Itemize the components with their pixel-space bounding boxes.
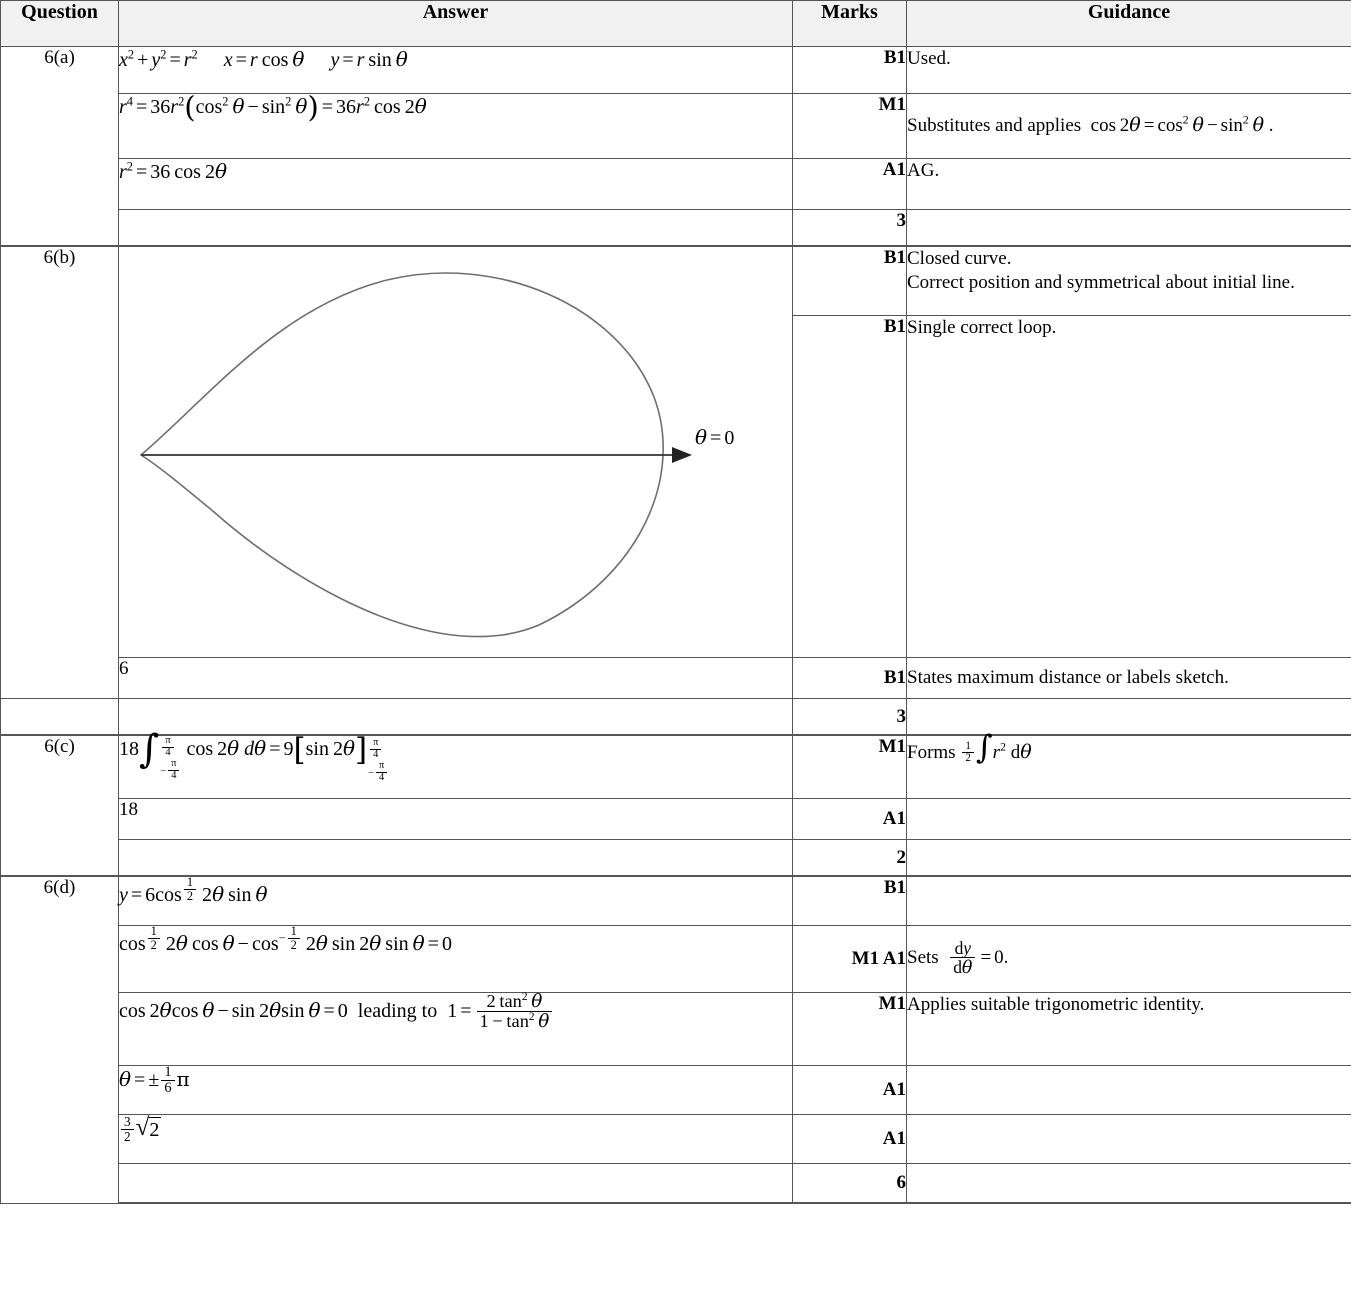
table-row-6d-total — [1, 1164, 1351, 1204]
guidance-6a-2: Substitutes and applies $\cos 2\theta = \cos^2 \theta - \sin^2 \theta$ . — [907, 94, 1351, 159]
marks-6d-2: M1 A1 — [793, 926, 907, 993]
table-header-row — [1, 1, 1351, 47]
marks-6a-1: B1 — [793, 47, 907, 94]
answer-6a-polar-definitions: $x^2 + y^2 = r^2$ x = r cos θ y = r sin θ — [119, 47, 793, 94]
guidance-6a-3: AG. — [907, 159, 1351, 210]
answer-6d-identity: cos 2θcos θ − sin 2θsin θ = 0 leading to 1 = $\frac{2 \tan^2 \theta}{1 - \tan^2 \theta}$ — [119, 993, 793, 1066]
answer-6a-result: $r^2 = 36$ cos 2θ — [119, 159, 793, 210]
table-row-6a-3 — [1, 159, 1351, 210]
answer-6d-y-expression: y = 6cos $^{\frac{1}{2}}$ 2θ sin θ — [119, 876, 793, 926]
answer-6d-theta-values: θ = ± $\frac{1}{6}$ π — [119, 1066, 793, 1115]
marks-6b-3: B1 — [793, 658, 907, 699]
guidance-6c-1: Forms $\frac{1}{2}$ $\int r^2$ dθ — [907, 735, 1351, 799]
marks-6a-total: 3 — [793, 210, 907, 247]
guidance-6d-3: Applies suitable trigonometric identity. — [907, 993, 1351, 1066]
guidance-6a-total — [907, 210, 1351, 247]
question-label-6c: 6(c) — [1, 735, 119, 876]
answer-6a-substitution: $r^4 = 36r^2(\cos^2$ $\theta - \sin^2 \theta) = 36r^2$ cos 2θ — [119, 94, 793, 159]
table-row-6c-total — [1, 840, 1351, 877]
guidance-6b-1 — [907, 246, 1351, 316]
guidance-6c-2 — [907, 799, 1351, 840]
marks-6b-1: B1 — [793, 246, 907, 316]
marks-6d-total: 6 — [793, 1164, 907, 1204]
guidance-6a-1: Used. — [907, 47, 1351, 94]
marks-6b-total: 3 — [793, 699, 907, 736]
table-row-6b-maxdistance — [1, 658, 1351, 699]
answer-6c-integral: 18 ∫ $\frac{\pi}{4}$ − $\frac{\pi}{4}$ cos 2θ dθ = 9[sin 2θ] $\frac{\pi}{4}$ − $\frac{\pi}{4}$ — [119, 735, 793, 799]
table-row-6a-total — [1, 210, 1351, 247]
answer-6a-blank — [119, 210, 793, 247]
answer-6d-blank — [119, 1164, 793, 1204]
marks-6c-total: 2 — [793, 840, 907, 877]
marks-6c-1: M1 — [793, 735, 907, 799]
guidance-6c-total — [907, 840, 1351, 877]
marks-6a-3: A1 — [793, 159, 907, 210]
guidance-6d-4 — [907, 1066, 1351, 1115]
table-row-6d-3 — [1, 993, 1351, 1066]
question-label-6d: 6(d) — [1, 876, 119, 1203]
marks-6c-2: A1 — [793, 799, 907, 840]
polar-curve-svg — [119, 247, 791, 657]
guidance-6d-5 — [907, 1115, 1351, 1164]
table-row-6a-2 — [1, 94, 1351, 159]
question-label-6b: 6(b) — [1, 246, 119, 699]
polar-curve-sketch — [119, 247, 791, 657]
table-row-6a-1 — [1, 47, 1351, 94]
marks-6d-4: A1 — [793, 1066, 907, 1115]
guidance-6d-1 — [907, 876, 1351, 926]
answer-6b-sketch — [119, 246, 793, 658]
answer-6d-derivative: cos $^{\frac{1}{2}}$ 2θ $\cos \theta - \cos^{- \frac{1}{2}}$ 2θ sin 2θ sin θ = 0 — [119, 926, 793, 993]
table-row-6b-total — [1, 699, 1351, 736]
header-question: Question — [1, 1, 119, 47]
guidance-6b-3: States maximum distance or labels sketch. — [907, 658, 1351, 699]
axis-arrowhead-icon — [672, 447, 692, 463]
axis-label-theta-zero: θ = 0 — [695, 425, 735, 449]
answer-6b-max-distance: 6 — [119, 658, 793, 699]
question-label-6a: 6(a) — [1, 47, 119, 247]
table-row-6c-2 — [1, 799, 1351, 840]
question-blank-6b — [1, 699, 119, 736]
table-row-6c-1 — [1, 735, 1351, 799]
header-answer: Answer — [119, 1, 793, 47]
answer-6c-blank — [119, 840, 793, 877]
guidance-6c-prefix: Forms — [907, 742, 956, 763]
guidance-6d-total — [907, 1164, 1351, 1204]
answer-6d-final-value: $\frac{3}{2}$ √ 2 — [119, 1115, 793, 1164]
header-guidance: Guidance — [907, 1, 1351, 47]
guidance-6b-1-line1: Closed curve. — [907, 248, 1012, 269]
table-row-6d-2 — [1, 926, 1351, 993]
header-marks: Marks — [793, 1, 907, 47]
marks-6d-3: M1 — [793, 993, 907, 1066]
answer-6b-blank — [119, 699, 793, 736]
marks-6b-2: B1 — [793, 316, 907, 658]
guidance-6d-2: Sets $\frac{dy}{d\theta}$ = 0. — [907, 926, 1351, 993]
marks-6a-2: M1 — [793, 94, 907, 159]
table-row-6d-4 — [1, 1066, 1351, 1115]
table-row-6d-5 — [1, 1115, 1351, 1164]
guidance-6b-total — [907, 699, 1351, 736]
table-row-6d-1 — [1, 876, 1351, 926]
answer-6c-value: 18 — [119, 799, 793, 840]
guidance-6b-1-line2: Correct position and symmetrical about initial line. — [907, 271, 1295, 293]
marks-6d-5: A1 — [793, 1115, 907, 1164]
table-row-6b-sketch — [1, 246, 1351, 316]
guidance-6b-2: Single correct loop. — [907, 316, 1351, 658]
marks-6d-1: B1 — [793, 876, 907, 926]
